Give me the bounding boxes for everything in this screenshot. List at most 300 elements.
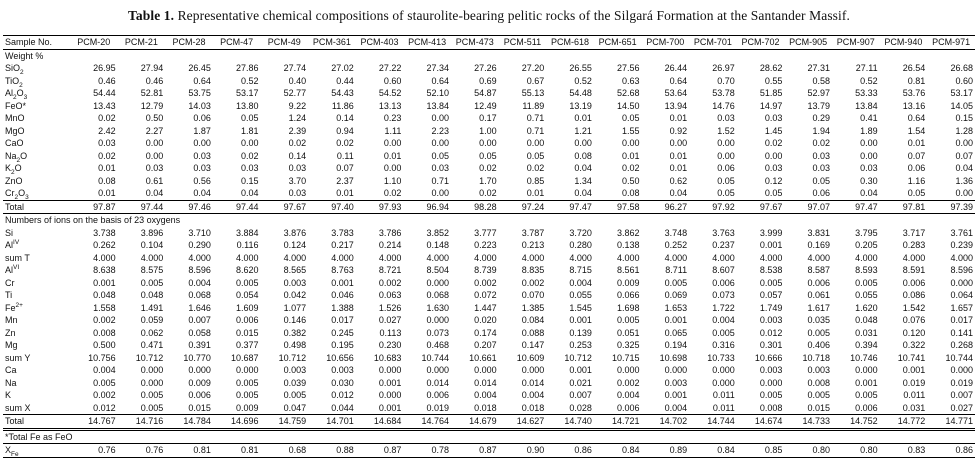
value-cell: 0.239 (950, 240, 973, 250)
section-heading-row (3, 49, 975, 62)
value-cell: 0.05 (621, 113, 640, 123)
value-cell: 3.738 (93, 227, 116, 238)
value-cell: 0.006 (616, 402, 640, 413)
value-cell: 0.001 (759, 240, 783, 250)
value-cell: 0.084 (521, 315, 545, 325)
value-cell: 0.69 (479, 75, 497, 86)
value-cell: 0.000 (426, 277, 449, 288)
value-cell: 97.07 (807, 201, 830, 212)
value-cell: 0.068 (426, 290, 449, 300)
value-cell: 97.39 (950, 201, 973, 212)
value-cell: 0.006 (426, 390, 449, 400)
value-cell: 0.000 (378, 390, 402, 400)
value-cell: 0.02 (812, 138, 830, 148)
value-cell: 3.70 (288, 175, 307, 186)
value-cell: 0.07 (955, 150, 973, 161)
row-label: $Fe^{2+}$ (5, 301, 23, 313)
value-cell: 27.94 (140, 63, 164, 73)
value-cell: 0.500 (93, 340, 116, 350)
value-cell: 0.002 (616, 377, 640, 388)
value-cell: 8.721 (378, 265, 402, 275)
value-cell: 0.71 (431, 175, 449, 186)
value-cell: 0.262 (93, 240, 116, 250)
value-cell: 0.03 (240, 163, 259, 173)
value-cell: 0.207 (474, 340, 497, 350)
value-cell: 0.035 (807, 315, 830, 325)
value-cell: 98.28 (474, 201, 497, 212)
column-header: PCM-702 (741, 37, 780, 47)
value-cell: 8.620 (235, 265, 259, 275)
value-cell: 0.055 (569, 290, 592, 300)
value-cell: 0.283 (902, 240, 926, 250)
value-cell: 1.630 (426, 302, 449, 313)
value-cell: 0.00 (479, 138, 497, 148)
value-cell: 8.835 (521, 265, 545, 275)
column-header: PCM-905 (789, 37, 828, 47)
value-cell: 0.002 (521, 277, 545, 288)
value-cell: 14.679 (469, 416, 497, 426)
table-row (3, 402, 975, 415)
column-header: PCM-413 (408, 37, 447, 47)
value-cell: 0.015 (807, 402, 830, 413)
value-cell: 10.744 (945, 352, 973, 363)
value-cell: 0.00 (240, 138, 259, 148)
value-cell: 0.87 (479, 445, 497, 455)
value-cell: 0.76 (98, 445, 116, 455)
value-cell: 0.30 (860, 175, 878, 186)
value-cell: 14.744 (707, 416, 735, 426)
value-cell: 0.019 (426, 402, 449, 413)
value-cell: 14.03 (188, 100, 211, 111)
value-cell: 0.174 (474, 327, 497, 338)
value-cell: 0.08 (621, 188, 640, 198)
value-cell: 0.116 (236, 240, 259, 250)
value-cell: 0.005 (807, 327, 830, 338)
value-cell: 0.003 (807, 365, 830, 375)
value-cell: 1.722 (712, 302, 735, 313)
value-cell: 3.761 (950, 227, 973, 238)
value-cell: 26.97 (712, 63, 735, 73)
value-cell: 8.596 (188, 265, 211, 275)
value-cell: 12.79 (140, 100, 164, 111)
value-cell: 2.27 (145, 125, 164, 136)
value-cell: 97.93 (378, 201, 402, 212)
value-cell: 0.02 (98, 113, 116, 123)
section-heading: *Total Fe as FeO (5, 431, 73, 442)
value-cell: 53.33 (855, 88, 878, 98)
value-cell: 0.011 (712, 402, 735, 413)
value-cell: 0.252 (664, 240, 688, 250)
table-header-row (3, 36, 975, 50)
value-cell: 8.763 (331, 265, 354, 275)
value-cell: 1.81 (240, 125, 259, 136)
table-row (3, 302, 975, 315)
column-header: PCM-511 (503, 37, 542, 47)
value-cell: 97.46 (188, 201, 211, 212)
value-cell: 1.388 (331, 302, 354, 313)
row-label: $Al^{VI}$ (5, 264, 20, 275)
value-cell: 0.08 (98, 175, 116, 186)
value-cell: 0.81 (907, 75, 926, 86)
value-cell: 27.31 (807, 63, 830, 73)
value-cell: 0.012 (331, 390, 354, 400)
table-row (3, 200, 975, 214)
value-cell: 0.017 (950, 315, 973, 325)
value-cell: 0.60 (955, 75, 973, 86)
value-cell: 0.006 (188, 390, 211, 400)
value-cell: 10.712 (564, 352, 592, 363)
value-cell: 0.86 (955, 445, 973, 455)
value-cell: 1.609 (235, 302, 259, 313)
value-cell: 0.03 (193, 163, 211, 173)
value-cell: 0.00 (526, 138, 545, 148)
value-cell: 0.52 (860, 75, 878, 86)
value-cell: 4.000 (855, 252, 878, 263)
value-cell: 97.47 (569, 201, 592, 212)
row-label: MnO (5, 113, 25, 123)
value-cell: 8.607 (712, 265, 735, 275)
value-cell: 0.005 (807, 390, 830, 400)
value-cell: 0.004 (712, 315, 735, 325)
value-cell: 0.042 (283, 290, 307, 300)
value-cell: 0.90 (526, 445, 545, 455)
row-label: $X_{Fe}$ (5, 445, 19, 458)
value-cell: 1.646 (188, 302, 211, 313)
row-label: sum Y (5, 352, 31, 363)
value-cell: 0.003 (759, 365, 783, 375)
value-cell: 0.29 (812, 113, 830, 123)
value-cell: 0.003 (331, 365, 354, 375)
value-cell: 0.46 (98, 75, 116, 86)
value-cell: 8.711 (665, 265, 688, 275)
value-cell: 0.147 (521, 340, 545, 350)
value-cell: 14.696 (230, 416, 259, 426)
value-cell: 0.005 (759, 277, 783, 288)
row-label: Si (5, 227, 14, 238)
value-cell: 0.81 (240, 445, 259, 455)
value-cell: 0.04 (955, 163, 973, 173)
value-cell: 0.05 (764, 188, 783, 198)
value-cell: 0.498 (283, 340, 307, 350)
value-cell: 0.03 (145, 163, 164, 173)
value-cell: 0.065 (664, 327, 688, 338)
value-cell: 10.698 (659, 352, 688, 363)
value-cell: 53.78 (712, 88, 735, 98)
value-cell: 0.001 (93, 277, 116, 288)
value-cell: 0.027 (950, 402, 973, 413)
table-row (3, 277, 975, 290)
value-cell: 4.000 (521, 252, 545, 263)
value-cell: 0.377 (235, 340, 259, 350)
value-cell: 0.62 (669, 175, 688, 186)
value-cell: 14.674 (754, 416, 783, 426)
value-cell: 0.148 (426, 240, 449, 250)
value-cell: 0.000 (378, 365, 402, 375)
value-cell: 54.43 (331, 88, 354, 98)
value-cell: 0.000 (759, 377, 783, 388)
row-label: sum T (5, 252, 30, 263)
value-cell: 0.014 (474, 377, 497, 388)
value-cell: 12.49 (474, 100, 497, 111)
value-cell: 0.322 (902, 340, 926, 350)
value-cell: 0.005 (759, 390, 783, 400)
value-cell: 0.85 (526, 175, 545, 186)
value-cell: 0.000 (664, 365, 688, 375)
value-cell: 0.04 (669, 188, 688, 198)
value-cell: 3.717 (902, 227, 926, 238)
value-cell: 0.00 (431, 113, 449, 123)
value-cell: 10.744 (421, 352, 449, 363)
value-cell: 0.03 (431, 163, 449, 173)
value-cell: 0.85 (764, 445, 783, 455)
value-cell: 0.04 (574, 188, 592, 198)
value-cell: 0.018 (474, 402, 497, 413)
row-label: Zn (5, 327, 16, 338)
value-cell: 0.02 (383, 188, 402, 198)
value-cell: 14.772 (897, 416, 926, 426)
row-label: SiO$_2$ (5, 63, 24, 76)
column-header: PCM-700 (646, 37, 685, 47)
value-cell: 0.004 (93, 365, 116, 375)
row-label: Ca (5, 365, 17, 375)
value-cell: 8.591 (902, 265, 926, 275)
table-row (3, 339, 975, 352)
value-cell: 26.45 (188, 63, 211, 73)
value-cell: 0.044 (331, 402, 354, 413)
value-cell: 0.051 (616, 327, 640, 338)
value-cell: 0.01 (98, 188, 116, 198)
table-row (3, 100, 975, 113)
row-label: MgO (5, 125, 25, 136)
value-cell: 0.64 (431, 75, 449, 86)
value-cell: 1.491 (140, 302, 164, 313)
value-cell: 0.00 (383, 163, 402, 173)
value-cell: 0.02 (621, 163, 640, 173)
value-cell: 97.81 (902, 201, 926, 212)
value-cell: 10.718 (802, 352, 830, 363)
value-cell: 0.468 (426, 340, 449, 350)
value-cell: 0.169 (807, 240, 830, 250)
value-cell: 0.039 (283, 377, 307, 388)
value-cell: 13.84 (426, 100, 449, 111)
value-cell: 0.008 (759, 402, 783, 413)
value-cell: 0.01 (336, 188, 354, 198)
value-cell: 26.95 (93, 63, 116, 73)
value-cell: 4.000 (331, 252, 354, 263)
row-label: $Al^{IV}$ (5, 239, 20, 250)
value-cell: 8.587 (807, 265, 830, 275)
value-cell: 0.394 (855, 340, 878, 350)
value-cell: 3.831 (807, 227, 830, 238)
value-cell: 0.00 (574, 138, 592, 148)
value-cell: 0.000 (950, 277, 973, 288)
value-cell: 0.005 (664, 277, 688, 288)
value-cell: 97.87 (93, 201, 116, 212)
value-cell: 0.003 (759, 315, 783, 325)
value-cell: 1.620 (855, 302, 878, 313)
value-cell: 0.01 (669, 150, 688, 161)
value-cell: 0.005 (855, 390, 878, 400)
value-cell: 0.02 (764, 138, 783, 148)
row-label: $Na_2O$ (5, 150, 28, 164)
value-cell: 0.03 (288, 188, 307, 198)
value-cell: 0.005 (616, 315, 640, 325)
value-cell: 0.02 (479, 163, 497, 173)
value-cell: 8.638 (93, 265, 116, 275)
value-cell: 96.27 (664, 201, 688, 212)
value-cell: 13.94 (664, 100, 688, 111)
row-label: TiO$_2$ (5, 75, 23, 89)
value-cell: 27.34 (426, 63, 449, 73)
value-cell: 26.55 (569, 63, 592, 73)
value-cell: 0.08 (574, 150, 592, 161)
value-cell: 0.138 (616, 240, 640, 250)
value-cell: 3.999 (759, 227, 783, 238)
value-cell: 0.058 (188, 327, 211, 338)
value-cell: 0.56 (193, 175, 211, 186)
value-cell: 0.113 (379, 327, 402, 338)
value-cell: 1.542 (902, 302, 926, 313)
value-cell: 10.609 (516, 352, 545, 363)
value-cell: 0.02 (479, 188, 497, 198)
value-cell: 0.000 (855, 365, 878, 375)
value-cell: 0.003 (664, 377, 688, 388)
value-cell: 0.03 (717, 113, 735, 123)
table-row (3, 352, 975, 365)
value-cell: 0.014 (426, 377, 449, 388)
value-cell: 0.64 (669, 75, 688, 86)
value-cell: 0.04 (145, 188, 164, 198)
value-cell: 1.55 (621, 125, 640, 136)
value-cell: 0.00 (717, 138, 735, 148)
value-cell: 0.000 (426, 365, 449, 375)
value-cell: 4.000 (902, 252, 926, 263)
row-label: Ti (5, 290, 13, 300)
value-cell: 10.712 (278, 352, 307, 363)
value-cell: 0.004 (188, 277, 211, 288)
value-cell: 0.000 (140, 365, 164, 375)
value-cell: 0.005 (712, 327, 735, 338)
row-label: Mn (5, 315, 18, 325)
row-label: K (5, 390, 12, 400)
value-cell: 0.005 (235, 377, 259, 388)
value-cell: 0.44 (336, 75, 354, 86)
value-cell: 14.752 (850, 416, 878, 426)
value-cell: 53.64 (664, 88, 688, 98)
value-cell: 0.50 (621, 175, 640, 186)
value-cell: 0.14 (288, 150, 307, 161)
value-cell: 0.001 (902, 365, 926, 375)
table-row (3, 162, 975, 175)
value-cell: 10.756 (88, 352, 116, 363)
value-cell: 0.003 (283, 365, 307, 375)
section-heading-row (3, 214, 975, 227)
value-cell: 14.76 (712, 100, 735, 111)
value-cell: 0.120 (902, 327, 926, 338)
value-cell: 0.048 (855, 315, 878, 325)
value-cell: 27.86 (235, 63, 259, 73)
value-cell: 0.007 (569, 390, 592, 400)
column-header: PCM-21 (124, 37, 158, 47)
value-cell: 0.17 (479, 113, 497, 123)
value-cell: 4.000 (378, 252, 402, 263)
value-cell: 0.005 (235, 277, 259, 288)
value-cell: 14.701 (326, 416, 354, 426)
value-cell: 0.55 (764, 75, 783, 86)
value-cell: 0.011 (712, 390, 735, 400)
value-cell: 0.001 (664, 315, 688, 325)
value-cell: 0.00 (431, 188, 449, 198)
row-label: $Cr_2O_3$ (5, 188, 29, 201)
value-cell: 0.391 (188, 340, 211, 350)
column-header: PCM-907 (836, 37, 875, 47)
row-label: Na (5, 377, 17, 388)
value-cell: 0.316 (712, 340, 735, 350)
value-cell: 0.05 (717, 175, 735, 186)
value-cell: 0.213 (521, 240, 545, 250)
value-cell: 97.58 (616, 201, 640, 212)
value-cell: 0.005 (140, 277, 164, 288)
table-row (3, 75, 975, 88)
value-cell: 0.000 (426, 315, 449, 325)
value-cell: 0.048 (93, 290, 116, 300)
value-cell: 8.538 (759, 265, 783, 275)
value-cell: 0.001 (855, 377, 878, 388)
row-label: ZnO (5, 175, 23, 186)
value-cell: 10.733 (707, 352, 735, 363)
value-cell: 0.89 (669, 445, 688, 455)
value-cell: 1.24 (288, 113, 307, 123)
value-cell: 0.03 (764, 113, 783, 123)
value-cell: 54.44 (93, 88, 116, 98)
value-cell: 0.237 (712, 240, 735, 250)
value-cell: 0.00 (955, 188, 973, 198)
value-cell: 0.068 (188, 290, 211, 300)
value-cell: 27.22 (378, 63, 402, 73)
value-cell: 0.009 (616, 277, 640, 288)
value-cell: 0.00 (955, 138, 973, 148)
value-cell: 0.84 (717, 445, 735, 455)
row-label: $Al_2O_3$ (5, 88, 28, 101)
value-cell: 0.011 (903, 390, 926, 400)
value-cell: 0.062 (140, 327, 164, 338)
value-cell: 0.004 (521, 390, 545, 400)
value-cell: 96.94 (426, 201, 449, 212)
value-cell: 0.04 (860, 188, 878, 198)
value-cell: 0.52 (574, 75, 592, 86)
value-cell: 0.223 (474, 240, 497, 250)
value-cell: 8.575 (140, 265, 164, 275)
value-cell: 0.00 (764, 150, 783, 161)
value-cell: 8.715 (569, 265, 592, 275)
value-cell: 0.014 (521, 377, 545, 388)
value-cell: 0.073 (426, 327, 449, 338)
value-cell: 1.558 (93, 302, 116, 313)
value-cell: 0.005 (93, 377, 116, 388)
value-cell: 0.073 (712, 290, 735, 300)
column-header: PCM-47 (220, 37, 254, 47)
value-cell: 0.00 (860, 150, 878, 161)
value-cell: 0.382 (283, 327, 307, 338)
value-cell: 13.13 (378, 100, 402, 111)
table-row (3, 62, 975, 75)
column-header: PCM-403 (360, 37, 399, 47)
value-cell: 0.002 (93, 315, 116, 325)
table-title (0, 8, 978, 24)
column-header: PCM-940 (884, 37, 923, 47)
value-cell: 3.787 (521, 227, 545, 238)
value-cell: 0.94 (336, 125, 354, 136)
